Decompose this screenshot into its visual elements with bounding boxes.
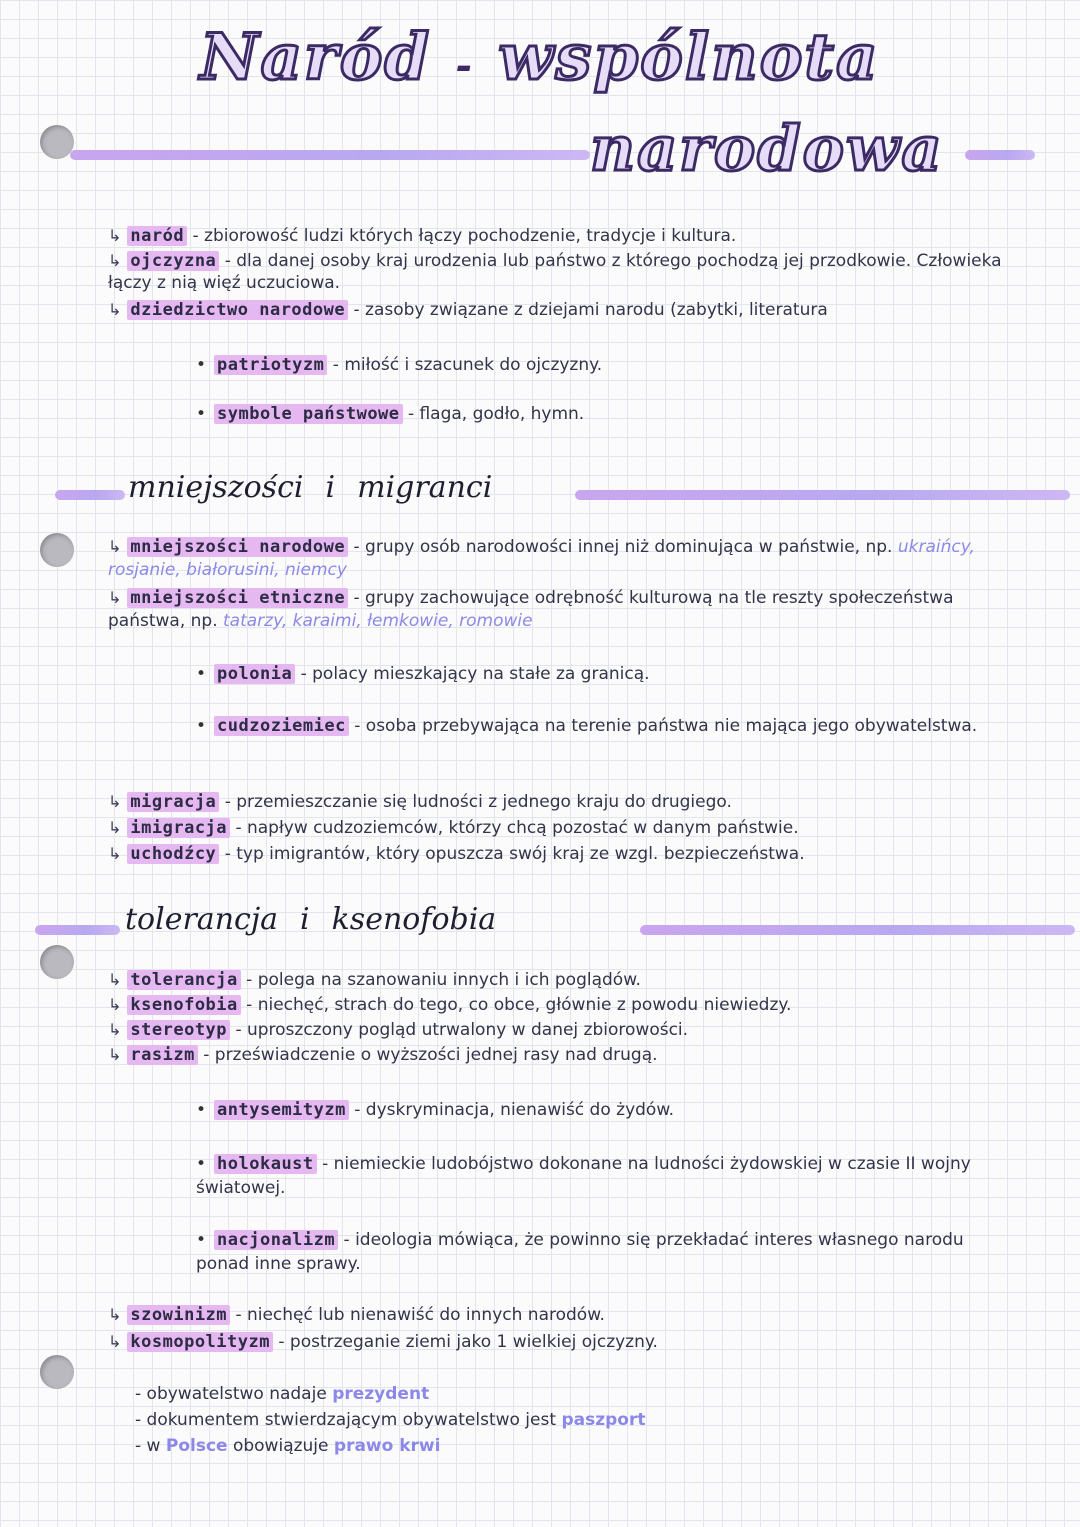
term: szowinizm [127, 1305, 230, 1325]
bullet-icon: • [196, 664, 207, 684]
arrow-icon: ↳ [108, 818, 122, 837]
arrow-icon: ↳ [108, 970, 122, 989]
bullet-row [196, 1152, 986, 1200]
section-word: i [325, 470, 336, 505]
def-row [108, 995, 791, 1015]
def-row [108, 1332, 658, 1352]
term: cudzoziemiec [214, 716, 349, 736]
note-highlight: paszport [561, 1410, 646, 1430]
definition: - dyskryminacja, nienawiść do żydów. [354, 1100, 675, 1120]
definition: - osoba przebywająca na terenie państwa nie mająca jego obywatelstwa. [354, 716, 978, 736]
bullet-icon: • [196, 1230, 207, 1250]
bullet-row [196, 355, 602, 375]
term: migracja [127, 792, 219, 812]
term: ojczyzna [127, 251, 219, 271]
note-highlight: prawo krwi [333, 1436, 441, 1456]
bullet-icon: • [196, 1100, 207, 1120]
bullet-row [196, 1228, 986, 1276]
definition: - typ imigrantów, który opuszcza swój kraj ze wzgl. bezpieczeństwa. [224, 844, 805, 864]
section-word: tolerancja [125, 902, 279, 937]
binder-hole [40, 125, 74, 159]
def-row [108, 970, 641, 990]
definition: - grupy osób narodowości innej niż dominująca w państwie, np. [353, 537, 893, 557]
definition: - przemieszczanie się ludności z jednego kraju do drugiego. [224, 792, 732, 812]
bullet-row [196, 714, 996, 738]
term: polonia [214, 664, 295, 684]
definition: - postrzeganie ziemi jako 1 wielkiej ojczyzny. [278, 1332, 658, 1352]
definition: - dla danej osoby kraj urodzenia lub państwo z którego pochodzą jej przodkowie. Człowieka łączy z nią więź uczuciowa. [108, 251, 1002, 293]
arrow-icon: ↳ [108, 1020, 122, 1039]
bullet-row [196, 404, 584, 424]
definition: - napływ cudzoziemców, którzy chcą pozostać w danym państwie. [235, 818, 799, 838]
note-row: - dokumentem stwierdzającym obywatelstwo jest paszport [135, 1410, 646, 1430]
arrow-icon: ↳ [108, 226, 122, 245]
term: holokaust [214, 1154, 317, 1174]
title-part-2: wspólnota [498, 20, 880, 95]
bullet-row [196, 1100, 674, 1120]
definition: - zasoby związane z dziejami narodu (zabytki, literatura [353, 300, 828, 320]
arrow-icon: ↳ [108, 1332, 122, 1351]
term: kosmopolityzm [127, 1332, 273, 1352]
definition: - miłość i szacunek do ojczyzny. [332, 355, 603, 375]
arrow-icon: ↳ [108, 995, 122, 1014]
term: symbole państwowe [214, 404, 403, 424]
def-row [108, 1020, 688, 1040]
term: ksenofobia [127, 995, 240, 1015]
arrow-icon: ↳ [108, 1045, 122, 1064]
definition: - niechęć lub nienawiść do innych narodów. [235, 1305, 605, 1325]
arrow-icon: ↳ [108, 537, 122, 556]
def-row [108, 792, 732, 812]
section-word: ksenofobia [331, 902, 497, 937]
term: nacjonalizm [214, 1230, 338, 1250]
def-row [108, 586, 1028, 633]
term: naród [127, 226, 187, 246]
arrow-icon: ↳ [108, 251, 122, 270]
definition: - zbiorowość ludzi których łączy pochodzenie, tradycje i kultura. [192, 226, 737, 246]
note-text: obowiązuje [232, 1436, 329, 1456]
term: dziedzictwo narodowe [127, 300, 348, 320]
term: mniejszości narodowe [127, 537, 348, 557]
definition: - flaga, godło, hymn. [407, 404, 585, 424]
examples: ukraińcy, rosjanie, białorusini, niemcy [108, 537, 975, 580]
bullet-icon: • [196, 355, 207, 375]
bullet-icon: • [196, 1154, 207, 1174]
note-text: obywatelstwo nadaje [146, 1384, 327, 1404]
section-bar [640, 925, 1075, 935]
term: imigracja [127, 818, 230, 838]
note-text: w [146, 1436, 161, 1456]
examples: tatarzy, karaimi, łemkowie, romowie [223, 611, 533, 631]
term: patriotyzm [214, 355, 327, 375]
term: tolerancja [127, 970, 240, 990]
def-row [108, 844, 805, 864]
section-bar [55, 490, 125, 500]
definition: - niechęć, strach do tego, co obce, głównie z powodu niewiedzy. [246, 995, 792, 1015]
arrow-icon: ↳ [108, 300, 122, 319]
def-row [108, 1305, 605, 1325]
note-text: dokumentem stwierdzającym obywatelstwo jest [146, 1410, 557, 1430]
def-row [108, 226, 736, 246]
arrow-icon: ↳ [108, 792, 122, 811]
definition: - polega na szanowaniu innych i ich poglądów. [246, 970, 641, 990]
note-highlight: Polsce [165, 1436, 228, 1456]
note-row: - obywatelstwo nadaje prezydent [135, 1384, 430, 1404]
definition: - niemieckie ludobójstwo dokonane na ludności żydowskiej w czasie II wojny światowej. [196, 1154, 971, 1198]
section-bar [35, 925, 120, 935]
definition: - grupy zachowujące odrębność kulturową na tle reszty społeczeństwa państwa, np. [108, 588, 954, 631]
definition: - uproszczony pogląd utrwalony w danej zbiorowości. [235, 1020, 689, 1040]
definition: - polacy mieszkający na stałe za granicą. [300, 664, 650, 684]
term: stereotyp [127, 1020, 230, 1040]
term: rasizm [127, 1045, 197, 1065]
page-title: Naród - wspólnota [200, 20, 880, 95]
def-row [108, 818, 799, 838]
binder-hole [40, 945, 74, 979]
section-word: migranci [357, 470, 493, 505]
title-part-1: Naród [200, 20, 432, 95]
bullet-icon: • [196, 716, 207, 736]
binder-hole [40, 1355, 74, 1389]
term: uchodźcy [127, 844, 219, 864]
binder-hole [40, 533, 74, 567]
section-word: mniejszości [128, 470, 304, 505]
def-row [108, 250, 1038, 294]
arrow-icon: ↳ [108, 1305, 122, 1324]
section-bar [575, 490, 1070, 500]
note-row: - w Polsce obowiązuje prawo krwi [135, 1436, 441, 1456]
def-row [108, 535, 1028, 582]
page-title-second-line [590, 112, 944, 185]
title-part-3: narodowa [590, 112, 944, 185]
note-highlight: prezydent [332, 1384, 430, 1404]
term: antysemityzm [214, 1100, 349, 1120]
title-underline [70, 150, 590, 160]
arrow-icon: ↳ [108, 844, 122, 863]
definition: - ideologia mówiąca, że powinno się przekładać interes własnego narodu ponad inne sprawy. [196, 1230, 964, 1274]
section-heading [128, 470, 492, 505]
section-heading [125, 902, 496, 937]
def-row [108, 300, 828, 320]
def-row [108, 1045, 658, 1065]
bullet-row [196, 664, 650, 684]
section-word: i [300, 902, 310, 937]
definition: - przeświadczenie o wyższości jednej rasy nad drugą. [203, 1045, 658, 1065]
term: mniejszości etniczne [127, 588, 348, 608]
bullet-icon: • [196, 404, 207, 424]
arrow-icon: ↳ [108, 588, 122, 607]
title-underline-right [965, 150, 1035, 160]
